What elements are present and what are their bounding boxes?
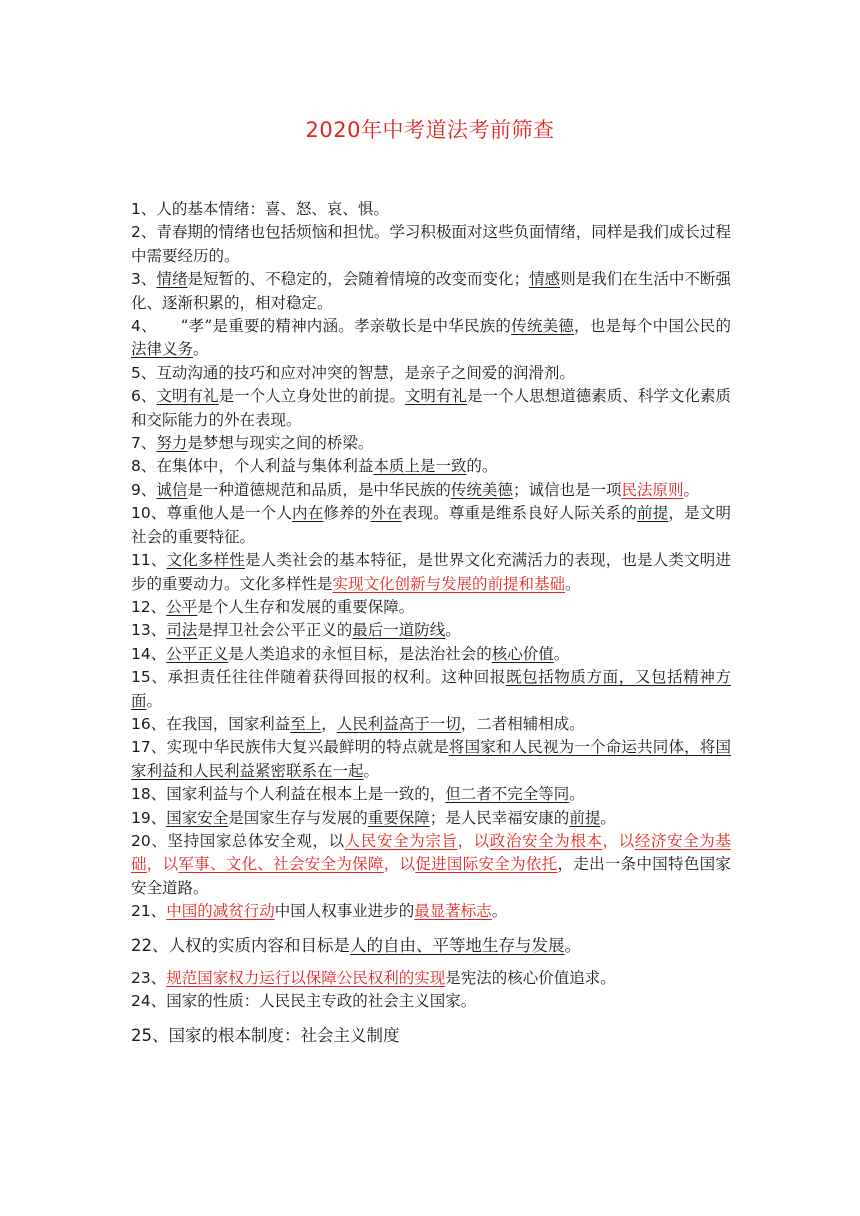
list-item	[131, 713, 731, 736]
item-text: 。	[445, 621, 461, 640]
highlight-text: ，以	[602, 831, 635, 850]
list-item	[131, 666, 731, 713]
key-phrase: 既包括物质方面，又包括精神方面	[131, 668, 731, 710]
item-text: 、坚持国家总体安全观，以	[150, 831, 345, 850]
highlight-text: ，以	[383, 855, 416, 874]
item-text: 。	[565, 574, 581, 593]
item-number: 1	[131, 200, 141, 218]
item-text: 。	[564, 935, 581, 955]
key-phrase: 司法	[166, 621, 198, 640]
item-text: 是宪法的核心价值追求。	[445, 969, 616, 987]
item-number: 11	[131, 551, 151, 570]
highlight-text: ，以	[146, 855, 179, 874]
item-text: 、青春期的情绪也包括烦恼和担忧。学习积极面对这些负面情绪，同样是我们成长过程中需要经历的。	[131, 223, 731, 265]
item-text: 是短暂的、不稳定的，会随着情境的改变而变化；	[187, 270, 530, 289]
list-item	[131, 549, 731, 596]
key-phrase: 内在	[292, 504, 324, 523]
item-text: 、	[150, 808, 167, 827]
list-item	[131, 385, 731, 432]
item-text: 是人类追求的永恒目标，是法治社会的	[228, 644, 492, 663]
item-text: 、	[140, 387, 157, 406]
list-item	[131, 362, 731, 385]
item-number: 3	[131, 270, 141, 289]
item-text: 、互动沟通的技巧和应对冲突的智慧，是亲子之间爱的润滑剂。	[140, 363, 575, 382]
list-item	[131, 315, 731, 362]
key-phrase: 公平	[166, 597, 198, 616]
item-text: 、尊重他人是一个人	[150, 504, 293, 523]
item-text: 是梦想与现实之间的桥梁。	[187, 434, 374, 453]
item-text: 。	[683, 480, 699, 499]
item-text: 、	[150, 621, 167, 640]
item-number: 8	[131, 457, 141, 476]
item-text: ，也是每个中国公民的	[574, 317, 731, 336]
item-number: 21	[131, 902, 151, 921]
item-text: 、	[150, 597, 167, 616]
highlight-text: ，以	[457, 831, 490, 850]
list-item	[131, 268, 731, 315]
item-text: 、实现中华民族伟大复兴最鲜明的特点就是	[150, 738, 449, 757]
item-number: 13	[131, 621, 151, 640]
key-phrase-highlight: 促进国际安全为依托	[415, 855, 558, 874]
key-phrase: 传统美德	[511, 317, 575, 336]
item-text: ；诚信也是一项	[512, 480, 622, 499]
list-item	[131, 221, 731, 268]
key-phrase: 重要保障	[367, 808, 430, 827]
key-phrase: 但二者不完全等同	[445, 785, 570, 804]
item-number: 17	[131, 738, 151, 757]
item-text: 是捍卫社会公平正义的	[197, 621, 353, 640]
list-item	[131, 643, 731, 666]
item-text: 、	[150, 969, 167, 987]
key-phrase: 国家安全	[166, 808, 229, 827]
item-text: 是国家生存与发展的	[228, 808, 368, 827]
key-phrase: 至上	[290, 714, 322, 733]
list-item	[131, 736, 731, 783]
item-text: 表现。尊重是维系良好人际关系的	[401, 504, 638, 523]
item-number: 24	[131, 992, 151, 1011]
item-number: 7	[131, 434, 141, 453]
item-number: 20	[131, 831, 151, 850]
list-item	[131, 432, 731, 455]
item-text: ，是文明社会的重要特征。	[131, 504, 731, 546]
list-item	[131, 783, 731, 806]
key-phrase-highlight: 民法原则	[621, 480, 684, 499]
key-phrase: 公平正义	[166, 644, 229, 663]
item-text: 、国家的性质：人民民主专政的社会主义国家。	[150, 992, 477, 1011]
item-number: 23	[131, 969, 151, 987]
item-number: 2	[131, 223, 141, 242]
key-phrase: 情绪	[156, 270, 188, 289]
item-text: 、在集体中，个人利益与集体利益	[140, 457, 374, 476]
list-item	[131, 455, 731, 478]
item-text: 、承担责任往往伴随着获得回报的权利。这种回报	[150, 668, 506, 687]
key-phrase-highlight: 军事、文化、社会安全为保障	[178, 855, 384, 874]
item-text: 、	[140, 434, 157, 453]
list-item	[131, 967, 731, 990]
item-text: 、国家利益与个人利益在根本上是一致的，	[150, 785, 446, 804]
item-number: 9	[131, 480, 141, 499]
key-phrase: 人民利益高于一切	[336, 714, 461, 733]
list-item	[131, 619, 731, 642]
key-phrase-highlight: 人民安全为宗旨	[344, 831, 458, 850]
key-phrase: 前提	[637, 504, 669, 523]
item-text: 中国人权事业进步的	[274, 902, 415, 921]
item-number: 12	[131, 597, 151, 616]
item-text: ，走出一条中国特色国家安全道路。	[131, 855, 731, 897]
item-text: 则是我们在生活中不断强化、逐渐积累的，相对稳定。	[131, 270, 731, 312]
key-phrase: 情感	[529, 270, 561, 289]
item-text: 、人的基本情绪：喜、怒、哀、惧。	[140, 200, 389, 218]
key-phrase: 文化多样性	[166, 551, 246, 570]
item-text: 的。	[466, 457, 498, 476]
list-item	[131, 807, 731, 830]
list-item	[131, 990, 731, 1013]
list-item	[131, 596, 731, 619]
item-text: 、	[140, 270, 157, 289]
item-text: ，二者相辅相成。	[460, 714, 585, 733]
item-text: 、在我国，国家利益	[150, 714, 291, 733]
item-text: 是人类社会的基本特征，是世界文化充满活力的表现，也是人类文明进步的重要动力。文化多样性是	[131, 551, 731, 593]
list-item	[131, 198, 731, 221]
list-item	[131, 830, 731, 900]
item-text: 是一个人立身处世的前提。	[218, 387, 405, 406]
key-phrase: 传统美德	[450, 480, 513, 499]
review-list	[131, 198, 731, 1047]
key-phrase-highlight: 规范国家权力运行以保障公民权利的实现	[166, 969, 446, 987]
list-item	[131, 934, 731, 957]
item-number: 25	[131, 1025, 152, 1045]
item-number: 22	[131, 935, 152, 955]
item-number: 10	[131, 504, 151, 523]
item-text: 修养的	[323, 504, 371, 523]
key-phrase: 人的自由、平等地生存与发展	[350, 935, 565, 955]
key-phrase-highlight: 政治安全为根本	[489, 831, 603, 850]
item-number: 4	[131, 317, 141, 336]
key-phrase-highlight: 经济安全为基础	[131, 831, 731, 874]
item-text: 。	[193, 340, 209, 359]
item-number: 6	[131, 387, 141, 406]
key-phrase: 将国家和人民视为一个命运共同体，将国家利益和人民利益紧密联系在一起	[131, 738, 731, 780]
key-phrase: 外在	[370, 504, 402, 523]
item-text: 、	[150, 551, 167, 570]
list-item	[131, 479, 731, 502]
key-phrase-highlight: 实现文化创新与发展的前提和基础	[332, 574, 566, 593]
key-phrase: 法律义务	[131, 340, 194, 359]
key-phrase: 文明有礼	[156, 387, 219, 406]
item-number: 15	[131, 668, 151, 687]
key-phrase-highlight: 中国的减贫行动	[166, 902, 275, 921]
list-item	[131, 502, 731, 549]
item-text: 、国家的根本制度：社会主义制度	[152, 1025, 400, 1045]
item-text: 是一个人思想道德素质、科学文化素质和交际能力的外在表现。	[131, 387, 731, 429]
item-text: ，	[321, 714, 337, 733]
key-phrase: 努力	[156, 434, 188, 453]
item-text: 、	[150, 644, 167, 663]
item-number: 16	[131, 714, 151, 733]
item-text: 、	[140, 480, 157, 499]
item-text: 、	[150, 902, 167, 921]
item-number: 19	[131, 808, 151, 827]
item-text: ；是人民幸福安康的	[429, 808, 570, 827]
list-item	[131, 1024, 731, 1047]
key-phrase: 前提	[569, 808, 601, 827]
item-text: 是个人生存和发展的重要保障。	[197, 597, 415, 616]
item-number: 5	[131, 363, 141, 382]
key-phrase: 核心价值	[491, 644, 554, 663]
key-phrase-highlight: 最显著标志	[414, 902, 492, 921]
item-text: 。	[553, 644, 570, 663]
item-text: 。	[491, 902, 508, 921]
key-phrase: 本质上是一致	[373, 457, 467, 476]
item-text: 。	[569, 785, 585, 804]
key-phrase: 最后一道防线	[352, 621, 446, 640]
list-item	[131, 900, 731, 923]
item-text: 是一种道德规范和品质，是中华民族的	[187, 480, 451, 499]
item-text: 、 “孝”是重要的精神内涵。孝亲敬长是中华民族的	[140, 317, 512, 336]
item-text: 。	[600, 808, 616, 827]
key-phrase: 文明有礼	[404, 387, 468, 406]
item-text: 。	[146, 691, 163, 710]
page-title: 2020年中考道法考前筛查	[305, 118, 555, 142]
item-text: 。	[363, 761, 380, 780]
item-number: 18	[131, 785, 151, 804]
item-number: 14	[131, 644, 151, 663]
item-text: 、人权的实质内容和目标是	[152, 935, 350, 955]
key-phrase: 诚信	[156, 480, 188, 499]
